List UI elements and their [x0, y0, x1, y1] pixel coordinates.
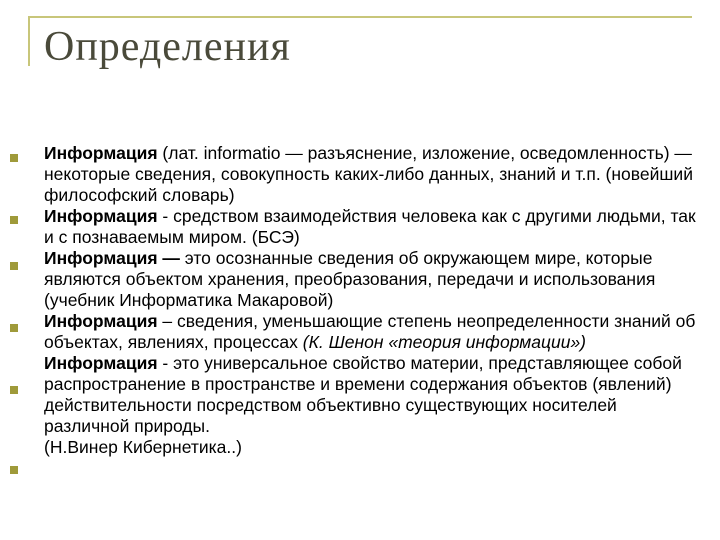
- definition-item: [44, 143, 704, 206]
- term: Информация: [44, 206, 158, 226]
- definition-item: [44, 206, 704, 248]
- bullet-marker: [10, 466, 18, 474]
- bullet-marker: [10, 262, 18, 270]
- bullet-marker: [10, 386, 18, 394]
- definition-text: – сведения, уменьшающие степень неопределенности знаний об объектах, явлениях, процессах: [44, 311, 696, 352]
- bullet-marker: [10, 154, 18, 162]
- definition-text: - средством взаимодействия человека как с другими людьми, так и с познаваемым миром. (БСЭ): [44, 206, 696, 247]
- source-citation: (К. Шенон «теория информации»): [302, 332, 587, 352]
- bullet-marker: [10, 324, 18, 332]
- term: Информация: [44, 353, 158, 373]
- definition-text: - это универсальное свойство материи, представляющее собой распространение в пространстве и времени содержания объектов (явлений) действительности посредством объективно существующих носителей различной природы.: [44, 353, 682, 436]
- definition-text: (Н.Винер Кибернетика..): [44, 437, 242, 457]
- definition-text: (лат. informatio — разъяснение, изложение, осведомленность) —некоторые сведения, совокупность каких-либо данных, знаний и т.п. (новейший философский словарь): [44, 143, 693, 205]
- term: Информация: [44, 143, 158, 163]
- bullet-marker: [10, 216, 18, 224]
- definition-item: [44, 353, 704, 437]
- definition-item: [44, 311, 704, 353]
- definitions-list: [44, 143, 704, 458]
- term: Информация —: [44, 248, 180, 268]
- term: Информация: [44, 311, 158, 331]
- definition-item: [44, 248, 704, 311]
- definition-text: это осознанные сведения об окружающем мире, которые являются объектом хранения, преобразования, передачи и использования (учебник Информатика Макаровой): [44, 248, 656, 310]
- slide-title: Определения: [44, 24, 291, 70]
- definition-item: [44, 437, 704, 458]
